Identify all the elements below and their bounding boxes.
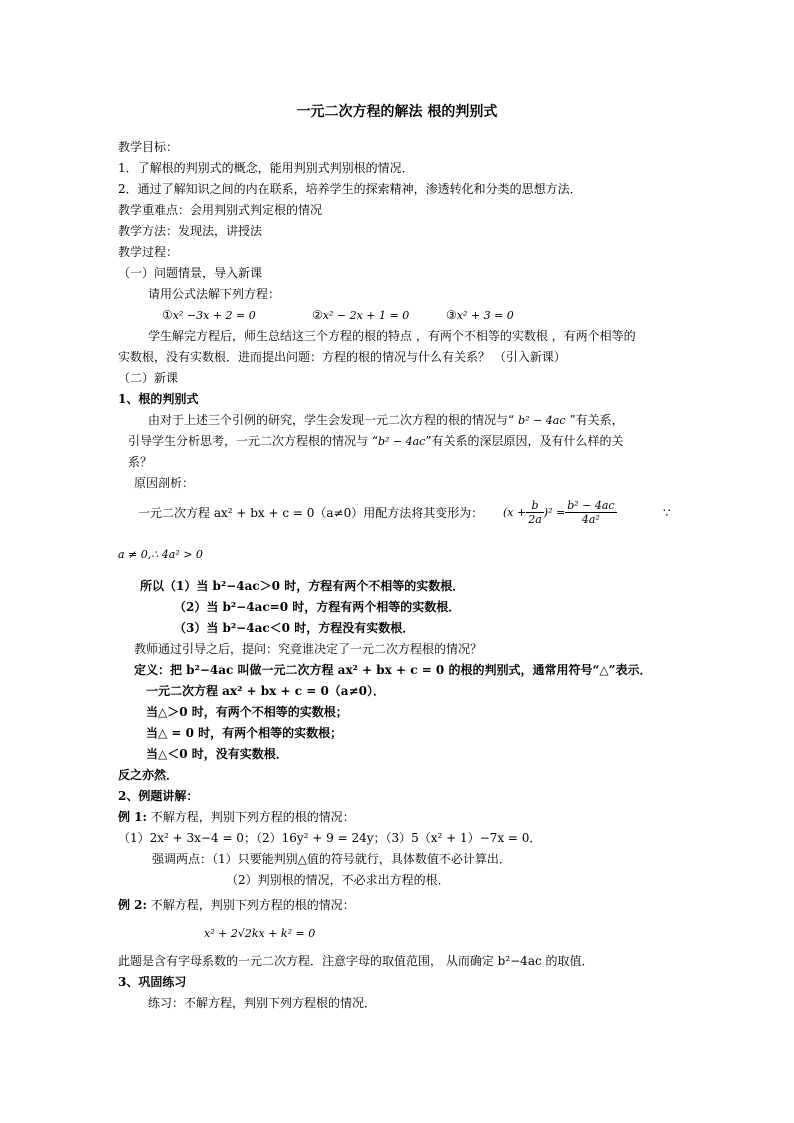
- text-line: 原因剖析：: [134, 476, 195, 490]
- because-symbol: ∵: [663, 506, 671, 520]
- text-line: 一元二次方程 ax² + bx + c = 0（a≠0）．: [146, 684, 385, 698]
- text-line: （3）当 b²−4ac＜0 时，方程没有实数根．: [174, 621, 415, 635]
- text-line: （2）当 b²−4ac=0 时，方程有两个相等的实数根．: [174, 600, 461, 614]
- text-line: 反之亦然．: [118, 768, 179, 782]
- text-line: 练习：不解方程，判别下列方程根的情况．: [148, 996, 377, 1010]
- equation-1: ①x² −3x + 2 = 0: [162, 308, 256, 322]
- text-line: 教学重难点：会用判别式判定根的情况: [118, 203, 323, 217]
- text-line: 教学目标：: [118, 140, 179, 154]
- text-line: 教学方法：发现法，讲授法: [118, 224, 263, 238]
- text-line: （二）新课: [118, 371, 179, 385]
- text-line: 当△ = 0 时，有两个相等的实数根；: [146, 726, 343, 740]
- text-line: 教师通过引导之后，提问：究竟谁决定了一元二次方程根的情况？: [134, 642, 483, 656]
- definition: 定义：把 b²−4ac 叫做一元二次方程 ax² + bx + c = 0 的根的判别式，通常用符号“△”表示．: [134, 663, 652, 677]
- text-line: 教学过程：: [118, 245, 179, 259]
- text-line: （2）判别根的情况，不必求出方程的根．: [226, 873, 450, 887]
- text-line: 2．通过了解知识之间的内在联系，培养学生的探索精神，渗透转化和分类的思想方法．: [118, 182, 582, 196]
- equation-3: ③x² + 3 = 0: [446, 308, 514, 322]
- text-line: 学生解完方程后，师生总结这三个方程的根的特点 ，有两个不相等的实数根 ，有两个相等的: [148, 329, 636, 343]
- section-heading: 2、例题讲解：: [118, 789, 199, 803]
- page-title: 一元二次方程的解法 根的判别式: [296, 104, 498, 120]
- text-line: 实数根，没有实数根．进而提出问题：方程的根的情况与什么有关系？ （引入新课）: [118, 350, 566, 364]
- text-line: 系？: [128, 455, 153, 469]
- text-line: 当△＞0 时，有两个不相等的实数根；: [146, 705, 348, 719]
- text-line: 由对于上述三个引例的研究，学生会发现一元二次方程的根的情况与“ b² − 4ac ”有关系，: [148, 413, 624, 427]
- text-line: 引导学生分析思考，一元二次方程根的情况与 “b² − 4ac”有关系的深层原因，及有什么样的关: [128, 434, 624, 448]
- text-line: 当△＜0 时，没有实数根．: [146, 747, 288, 761]
- text-line: （一）问题情景，导入新课: [118, 266, 263, 280]
- condition-formula: a ≠ 0,∴ 4a² > 0: [118, 548, 203, 561]
- example-2-equation: x² + 2√2kx + k² = 0: [204, 927, 316, 940]
- example-2-heading: 例 2: 不解方程，判别下列方程的根的情况：: [118, 898, 355, 912]
- section-heading: 1、根的判别式: [118, 392, 199, 406]
- text-line: 1．了解根的判别式的概念，能用判别式判别根的情况．: [118, 161, 414, 175]
- text-line: 此题是含有字母系数的一元二次方程．注意字母的取值范围， 从而确定 b²−4ac 的取值．: [118, 954, 594, 968]
- example-1-heading: 例 1: 不解方程，判别下列方程的根的情况：: [118, 810, 355, 824]
- text-line: 一元二次方程 ax² + bx + c = 0（a≠0）用配方法将其变形为：: [138, 506, 484, 520]
- completed-square-formula: (x + $\frac{b}{2a}$ )² = $\frac{\text{b² − 4ac}}{\text{4a²}}$: [503, 499, 615, 526]
- section-heading: 3、巩固练习: [118, 975, 187, 989]
- text-line: 所以（1）当 b²−4ac＞0 时，方程有两个不相等的实数根．: [140, 579, 465, 593]
- text-line: 请用公式法解下列方程：: [148, 287, 281, 301]
- text-line: 强调两点：（1）只要能判别△值的符号就行，具体数值不必计算出．: [152, 852, 511, 866]
- equation-2: ②x² − 2x + 1 = 0: [312, 308, 410, 322]
- text-line: （1）2x² + 3x−4 = 0；（2）16y² + 9 = 24y；（3）5（x² + 1）−7x = 0．: [118, 831, 542, 845]
